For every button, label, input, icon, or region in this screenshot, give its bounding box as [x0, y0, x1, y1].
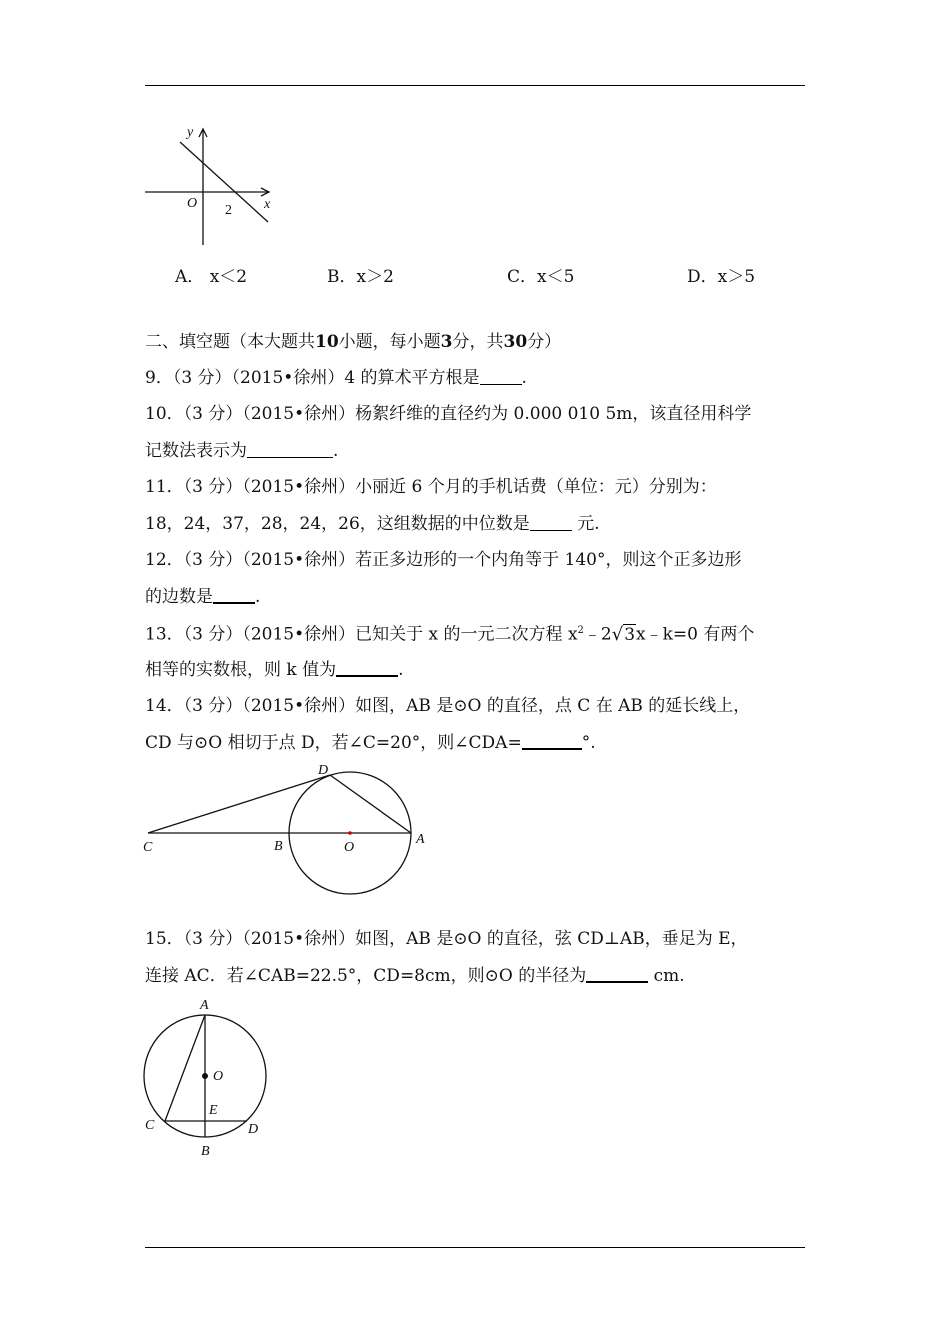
footer-rule: [145, 1247, 805, 1248]
question-13-text-rest: x﹣k=0 有两个: [636, 624, 755, 645]
label-d: D: [318, 763, 329, 778]
question-12-tail: .: [255, 587, 261, 607]
answer-blank-10[interactable]: [247, 441, 333, 458]
choice-b-label: B．: [327, 267, 357, 287]
question-14-tail: °.: [581, 733, 596, 753]
square-root: [612, 624, 636, 646]
answer-blank-11[interactable]: [530, 514, 572, 531]
choice-c-label: C．: [507, 267, 538, 287]
label-a: A: [200, 998, 209, 1013]
section-heading-text-2: 小题，每小题: [338, 332, 441, 352]
tangent-cd: [148, 775, 330, 833]
section-question-count: 10: [315, 332, 339, 352]
question-13-text-2: 相等的实数根，则 k 值为: [145, 660, 337, 680]
answer-blank-9[interactable]: [480, 368, 522, 385]
question-15: [145, 928, 810, 950]
question-13-line2: [145, 659, 810, 681]
question-12-line2: [145, 586, 810, 608]
label-b: B: [201, 1144, 210, 1159]
chord-circle-figure: [135, 995, 285, 1165]
choice-b: [327, 262, 394, 287]
answer-blank-14[interactable]: [522, 732, 582, 750]
choice-c: [507, 262, 574, 287]
answer-blank-13[interactable]: [336, 659, 398, 677]
header-rule: [145, 85, 805, 86]
question-15-line2: [145, 965, 810, 987]
question-15-text-2: 连接 AC．若∠CAB=22.5°，CD=8cm，则⊙O 的半径为: [145, 966, 587, 986]
section-heading: [145, 331, 810, 353]
segment-ac: [165, 1015, 205, 1121]
question-10: [145, 403, 810, 425]
section-points-each: 3: [440, 332, 453, 352]
label-e: E: [209, 1103, 218, 1118]
y-axis-label: y: [187, 125, 194, 140]
label-o: O: [344, 840, 355, 855]
origin-label: O: [187, 196, 198, 211]
question-13-text: 13．（3 分）（2015•徐州）已知关于 x 的一元二次方程 x: [145, 624, 578, 645]
chord-da: [330, 775, 411, 833]
question-12-text-2: 的边数是: [145, 587, 213, 607]
exponent: 2: [577, 625, 584, 636]
choice-a-text: x＜2: [209, 267, 248, 287]
question-10-line2: [145, 440, 810, 462]
radicand: 3: [624, 624, 636, 645]
label-d: D: [248, 1122, 259, 1137]
question-10-text-2: 记数法表示为: [145, 441, 247, 461]
question-15-text: 15．（3 分）（2015•徐州）如图，AB 是⊙O 的直径，弦 CD⊥AB，垂足为 E，: [145, 929, 748, 949]
question-14-text: 14．（3 分）（2015•徐州）如图，AB 是⊙O 的直径，点 C 在 AB 的延长线上，: [145, 696, 751, 716]
label-o: O: [213, 1069, 224, 1084]
choice-b-text: x＞2: [356, 267, 394, 287]
question-14-line2: [145, 732, 810, 754]
choice-c-text: x＜5: [537, 267, 575, 287]
question-10-text: 10．（3 分）（2015•徐州）杨絮纤维的直径约为 0.000 010 5m，该直径用科学: [145, 404, 752, 424]
section-points-total: 30: [503, 332, 528, 352]
question-11-text: 11．（3 分）（2015•徐州）小丽近 6 个月的手机话费（单位：元）分别为：: [145, 477, 717, 497]
question-9: [145, 367, 810, 389]
question-15-tail: cm.: [648, 966, 685, 986]
question-11-tail: 元.: [571, 514, 600, 534]
label-a: A: [416, 832, 425, 847]
section-heading-text-3: 分，共: [452, 332, 504, 352]
tangent-circle-figure: [140, 760, 440, 900]
choice-a-label: A．: [175, 267, 205, 287]
label-b: B: [274, 839, 283, 854]
choice-d-text: x＞5: [717, 267, 756, 287]
answer-blank-15[interactable]: [586, 965, 648, 983]
question-9-tail: .: [521, 368, 527, 388]
choice-a: [175, 262, 247, 287]
question-12-text: 12．（3 分）（2015•徐州）若正多边形的一个内角等于 140°，则这个正多边形: [145, 550, 742, 570]
radical-sign-icon: √: [611, 623, 624, 645]
section-heading-text-4: 分）: [527, 332, 562, 352]
question-13: [145, 620, 810, 646]
question-9-text: 9．（3 分）（2015•徐州）4 的算术平方根是: [145, 368, 480, 388]
label-c: C: [145, 1118, 155, 1133]
linear-function-figure: [140, 120, 280, 250]
question-11: [145, 476, 810, 498]
label-c: C: [143, 840, 153, 855]
intercept-label: 2: [225, 203, 232, 218]
question-14-text-2: CD 与⊙O 相切于点 D，若∠C=20°，则∠CDA=: [145, 733, 522, 753]
question-14: [145, 695, 810, 717]
question-13-coefficient: ﹣2: [583, 624, 612, 645]
answer-blank-12[interactable]: [213, 586, 255, 604]
center-dot: [202, 1073, 208, 1079]
question-11-line2: [145, 513, 810, 535]
question-10-tail: .: [333, 441, 339, 461]
section-heading-text-1: 二、填空题（本大题共: [145, 332, 315, 352]
question-11-text-2: 18，24，37，28，24，26，这组数据的中位数是: [145, 514, 530, 534]
x-axis-label: x: [264, 197, 271, 212]
question-13-tail: .: [398, 660, 404, 680]
choice-d: [687, 262, 755, 287]
question-12: [145, 549, 810, 571]
center-dot: [348, 831, 352, 835]
choice-d-label: D．: [687, 267, 718, 287]
